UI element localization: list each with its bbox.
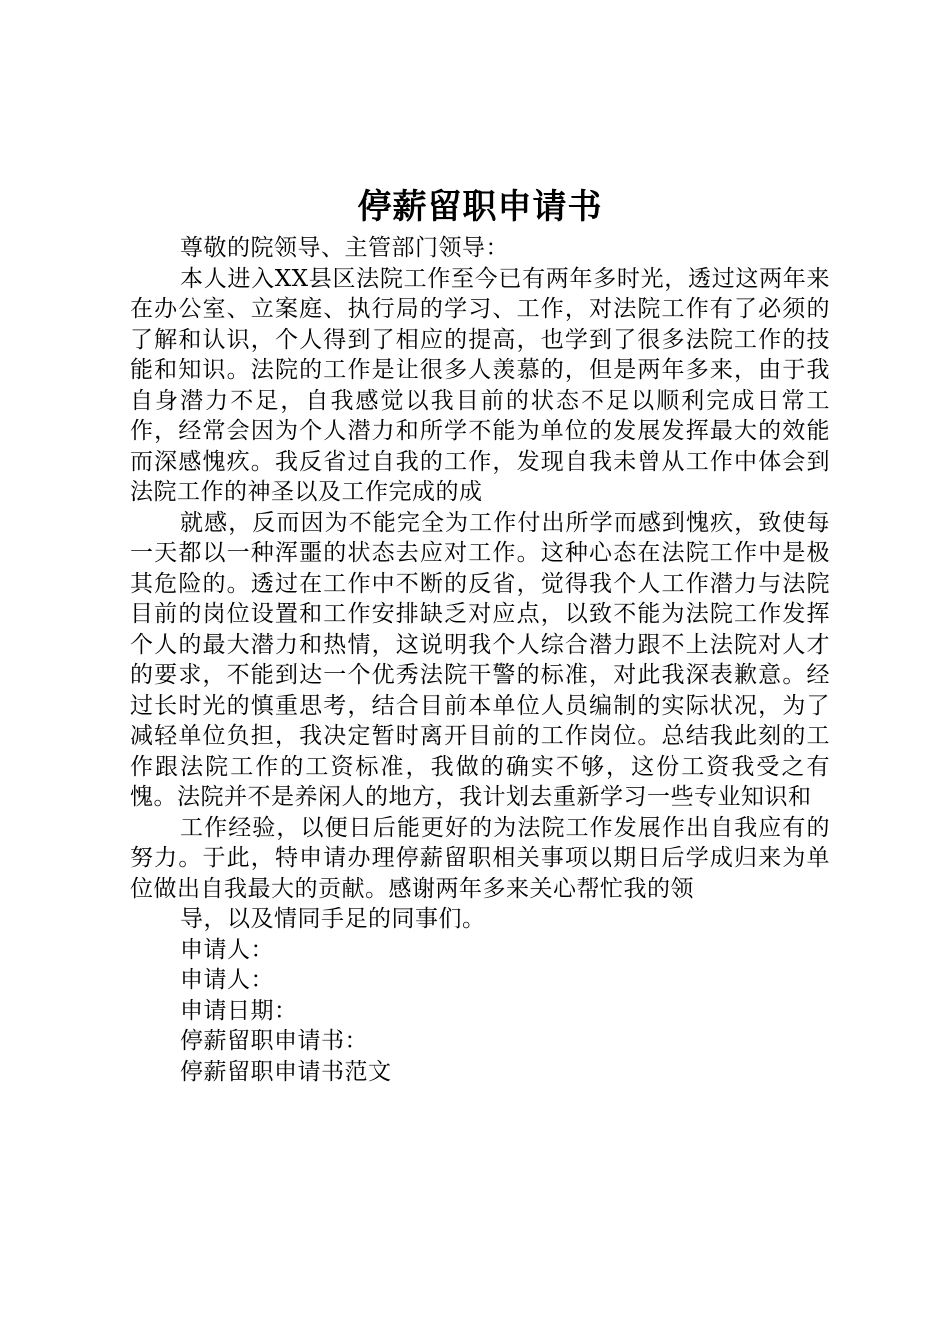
body-paragraph-1: 本人进入XX县区法院工作至今已有两年多时光，透过这两年来在办公室、立案庭、执行局的学习、工作，对法院工作有了必须的了解和认识，个人得到了相应的提高，也学到了很多法院工作的技能和知识。法院的工作是让很多人羡慕的，但是两年多来，由于我自身潜力不足，自我感觉以我目前的状态不足以顺利完成日常工作，经常会因为个人潜力和所学不能为单位的发展发挥最大的效能而深感愧疚。我反省过自我的工作，发现自我未曾从工作中体会到法院工作的神圣以及工作完成的成 [130, 265, 830, 505]
body-paragraph-4: 导，以及情同手足的同事们。 [180, 906, 486, 932]
document-title: 停薪留职申请书 [357, 187, 603, 227]
applicant-line: 申请人： [180, 936, 274, 963]
applicant-line-2: 申请人： [180, 967, 274, 993]
application-date-line: 申请日期： [180, 997, 298, 1024]
related-sample-line: 停薪留职申请书范文 [180, 1058, 392, 1085]
body-paragraph-2: 就感，反而因为不能完全为工作付出所学而感到愧疚，致使每一天都以一种浑噩的状态去应对工作。这种心态在法院工作中是极其危险的。透过在工作中不断的反省，觉得我个人工作潜力与法院目前的岗位设置和工作安排缺乏对应点，以致不能为法院工作发挥个人的最大潜力和热情，这说明我个人综合潜力跟不上法院对人才的要求，不能到达一个优秀法院干警的标准，对此我深表歉意。经过长时光的慎重思考，结合目前本单位人员编制的实际状况，为了减轻单位负担，我决定暂时离开目前的工作岗位。总结我此刻的工作跟法院工作的工资标准，我做的确实不够，这份工资我受之有愧。法院并不是养闲人的地方，我计划去重新学习一些专业知识和 [130, 509, 830, 810]
salutation: 尊敬的院领导、主管部门领导： [180, 235, 509, 261]
document-page [130, 185, 830, 1087]
related-title-line: 停薪留职申请书： [180, 1028, 368, 1054]
body-paragraph-3: 工作经验，以便日后能更好的为法院工作发展作出自我应有的努力。于此，特申请办理停薪留职相关事项以期日后学成归来为单位做出自我最大的贡献。感谢两年多来关心帮忙我的领 [130, 814, 830, 902]
